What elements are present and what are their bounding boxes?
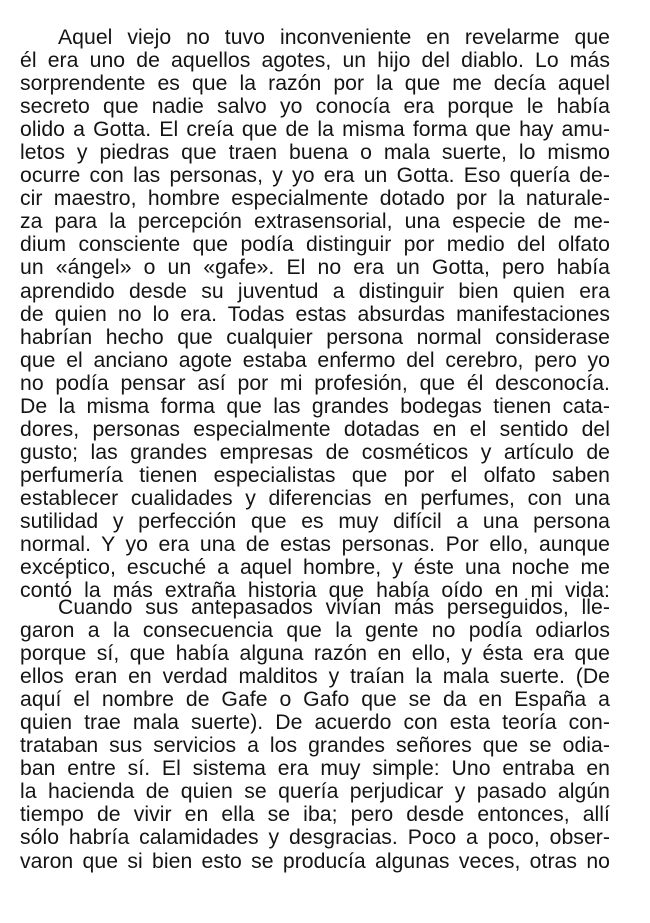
text-line: De la misma forma que las grandes bodegas tienen cata- — [20, 394, 610, 418]
text-line: porque sí, que había alguna razón en ello, y ésta era que — [20, 642, 610, 666]
text-line: aprendido desde su juventud a distinguir bien quien era — [20, 279, 610, 303]
text-line: establecer cualidades y diferencias en perfumes, con una — [20, 486, 610, 510]
text-line: que el anciano agote estaba enfermo del cerebro, pero yo — [20, 348, 610, 372]
paragraph-2 — [20, 596, 610, 873]
paragraph-1 — [20, 26, 610, 602]
text-line: contó la más extraña historia que había oído en mi vida: — [20, 579, 610, 603]
text-line: él era uno de aquellos agotes, un hijo del diablo. Lo más — [20, 49, 610, 73]
text-line: za para la percepción extrasensorial, una especie de me- — [20, 210, 610, 234]
text-line: ban entre sí. El sistema era muy simple: Uno entraba en — [20, 757, 610, 781]
text-line: gusto; las grandes empresas de cosméticos y artículo de — [20, 440, 610, 464]
text-line: sorprendente es que la razón por la que me decía aquel — [20, 72, 610, 96]
text-line: secreto que nadie salvo yo conocía era porque le había — [20, 95, 610, 119]
text-line: Aquel viejo no tuvo inconveniente en revelarme que — [58, 26, 610, 49]
text-line: de quien no lo era. Todas estas absurdas manifestaciones — [20, 302, 610, 326]
text-line: letos y piedras que traen buena o mala suerte, lo mismo — [20, 141, 610, 165]
text-line: no podía pensar así por mi profesión, que él desconocía. — [20, 371, 610, 395]
text-line: Cuando sus antepasados vivían más perseguidos, lle- — [58, 596, 610, 619]
text-line: la hacienda de quien se quería perjudicar y pasado algún — [20, 780, 610, 804]
text-line: quien trae mala suerte). De acuerdo con esta teoría con- — [20, 711, 610, 735]
text-line: ocurre con las personas, y yo era un Gotta. Eso quería de- — [20, 164, 610, 188]
text-line: ellos eran en verdad malditos y traían la mala suerte. (De — [20, 665, 610, 689]
text-line: dium consciente que podía distinguir por medio del olfato — [20, 233, 610, 257]
text-line: olido a Gotta. El creía que de la misma forma que hay amu- — [20, 118, 610, 142]
text-line: dores, personas especialmente dotadas en el sentido del — [20, 417, 610, 441]
text-line: un «ángel» o un «gafe». El no era un Gotta, pero había — [20, 256, 610, 280]
text-line: habrían hecho que cualquier persona normal considerase — [20, 325, 610, 349]
text-line: normal. Y yo era una de estas personas. Por ello, aunque — [20, 533, 610, 557]
text-line: sólo habría calamidades y desgracias. Poco a poco, obser- — [20, 826, 610, 850]
text-line: excéptico, escuché a aquel hombre, y éste una noche me — [20, 556, 610, 580]
text-line: sutilidad y perfección que es muy difícil a una persona — [20, 509, 610, 533]
text-line: cir maestro, hombre especialmente dotado por la naturale- — [20, 187, 610, 211]
text-line: perfumería tienen especialistas que por el olfato saben — [20, 463, 610, 487]
text-line: aquí el nombre de Gafe o Gafo que se da en España a — [20, 688, 610, 712]
text-line: varon que si bien esto se producía algunas veces, otras no — [20, 849, 610, 873]
text-line: garon a la consecuencia que la gente no podía odiarlos — [20, 619, 610, 643]
text-line: tiempo de vivir en ella se iba; pero desde entonces, allí — [20, 803, 610, 827]
text-line: trataban sus servicios a los grandes señores que se odia- — [20, 734, 610, 758]
